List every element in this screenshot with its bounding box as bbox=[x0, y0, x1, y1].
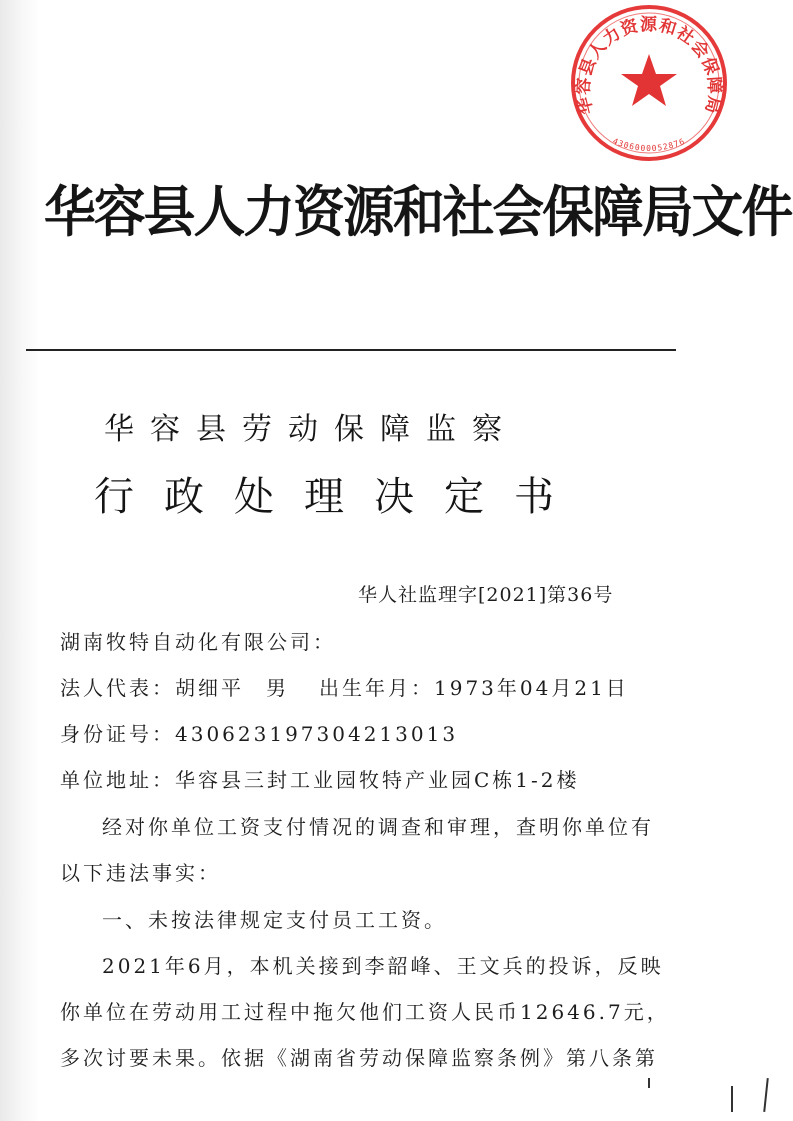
document-title-line2: 行政处理决定书 bbox=[94, 474, 584, 520]
legal-rep-label: 法人代表： bbox=[60, 676, 175, 700]
birth-value: 1973年04月21日 bbox=[434, 676, 629, 700]
address-label: 单位地址： bbox=[60, 768, 175, 792]
scan-mark bbox=[763, 1078, 769, 1112]
address-line bbox=[60, 764, 680, 793]
legal-rep-line bbox=[60, 672, 680, 701]
seal-arc-text: 华容县人力资源和社会保障局 bbox=[573, 15, 725, 117]
body-paragraph-line: 多次讨要未果。依据《湖南省劳动保障监察条例》第八条第 bbox=[60, 1046, 658, 1070]
legal-rep-gender: 男 bbox=[266, 676, 289, 700]
body-paragraph-line: 一、未按法律规定支付员工工资。 bbox=[102, 908, 447, 932]
seal-star-icon bbox=[621, 54, 677, 106]
official-seal bbox=[568, 2, 730, 164]
body-paragraph-line: 以下违法事实： bbox=[60, 861, 221, 885]
body-paragraph-line: 2021年6月，本机关接到李韶峰、王文兵的投诉，反映 bbox=[102, 954, 664, 978]
body-paragraph-line: 经对你单位工资支付情况的调查和审理，查明你单位有 bbox=[102, 815, 654, 839]
issuer-header-title: 华容县人力资源和社会保障局文件 bbox=[44, 180, 792, 244]
document-title-line1: 华容县劳动保障监察 bbox=[104, 412, 518, 447]
scan-mark bbox=[731, 1086, 733, 1112]
scan-mark bbox=[648, 1078, 650, 1088]
recipient-line: 湖南牧特自动化有限公司： bbox=[60, 630, 336, 654]
id-value: 430623197304213013 bbox=[175, 722, 459, 746]
seal-bottom-code: 4306000052876 bbox=[611, 136, 687, 153]
svg-text:4306000052876 bbox=[612, 137, 687, 153]
body-paragraph-line: 你单位在劳动用工过程中拖欠他们工资人民币12646.7元， bbox=[60, 1000, 670, 1024]
id-label: 身份证号： bbox=[60, 722, 175, 746]
document-number: 华人社监理字[2021]第36号 bbox=[358, 584, 614, 606]
address-value: 华容县三封工业园牧特产业园C栋1-2楼 bbox=[175, 768, 580, 792]
birth-label: 出生年月： bbox=[319, 676, 434, 700]
legal-rep-name: 胡细平 bbox=[175, 676, 244, 700]
header-divider bbox=[26, 349, 676, 351]
id-line bbox=[60, 718, 680, 747]
